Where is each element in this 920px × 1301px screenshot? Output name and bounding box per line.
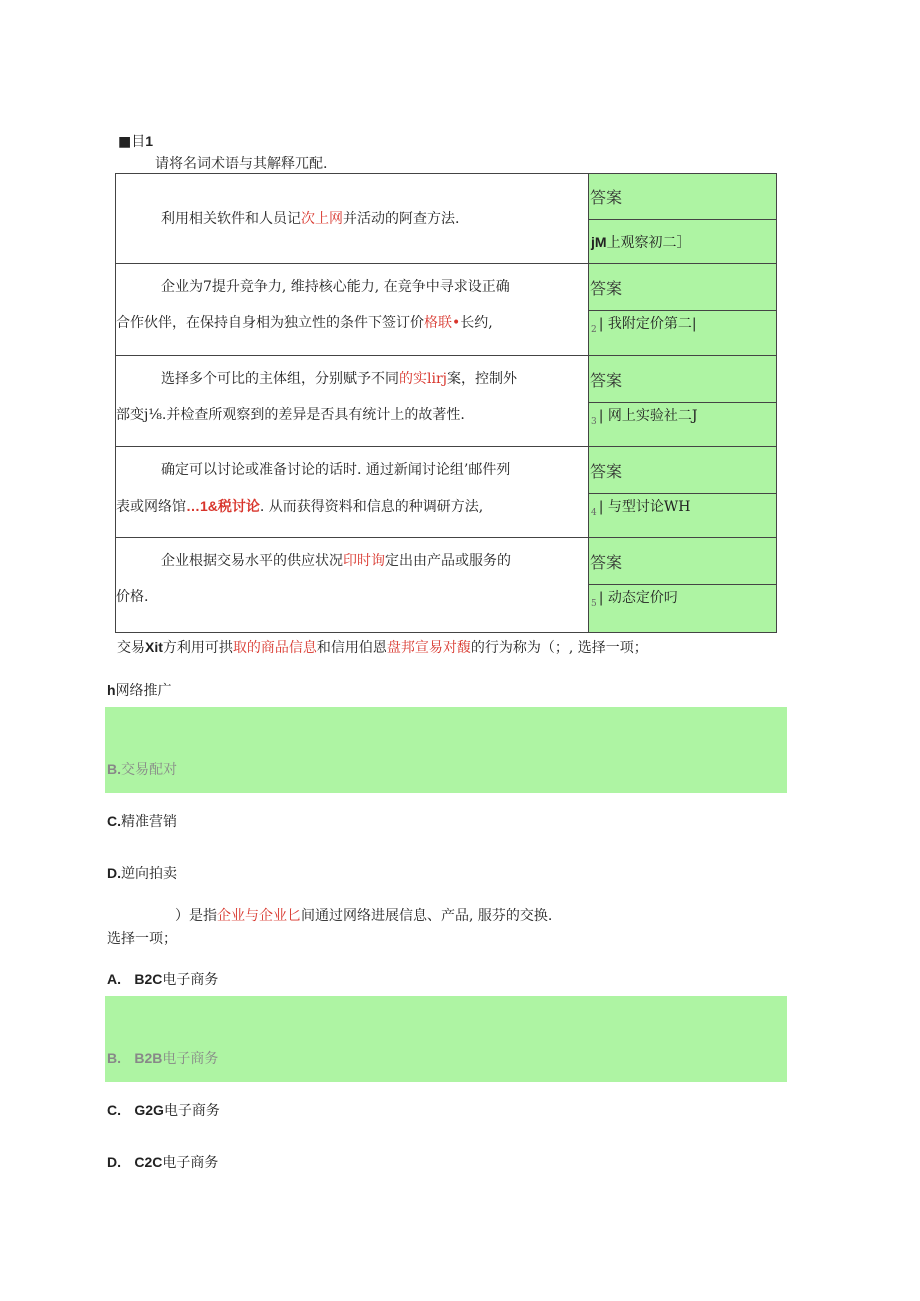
option-text: 电子商务 xyxy=(162,972,219,988)
option-text: 逆向拍卖 xyxy=(121,866,177,882)
term-definition-3-cont xyxy=(116,403,589,447)
answer-select-2[interactable] xyxy=(589,311,777,356)
answer-value: | 网上实验社二J xyxy=(598,408,698,424)
answer-number: 5 xyxy=(591,599,597,609)
definition-text: 价格. xyxy=(116,588,149,605)
stem-text: Xit xyxy=(145,639,163,655)
definition-text: 选择多个可比的主体组，分别赋予不同 xyxy=(161,371,399,388)
stem-text: ）是指 xyxy=(175,908,217,924)
option-d[interactable] xyxy=(107,1152,218,1172)
definition-text: 定出由产品或服务的 xyxy=(385,553,511,570)
stem-text: 方利用可拱 xyxy=(162,640,233,656)
definition-text: . 从而获得资料和信息的种调研方法, xyxy=(259,498,484,515)
option-text: 交易配对 xyxy=(121,762,177,778)
option-key: B. xyxy=(107,761,121,777)
option-c[interactable] xyxy=(107,811,177,831)
definition-text: 部变j⅛.并检查所观察到的差异是否具有统计上的故著性. xyxy=(116,406,465,423)
answer-number: 3 xyxy=(591,417,597,427)
answer-label: 答案 xyxy=(590,552,623,572)
option-b[interactable] xyxy=(107,1048,218,1068)
definition-highlight: 的实lirj xyxy=(399,371,447,388)
option-key: C. xyxy=(107,1102,121,1118)
definition-text: 表或网络馆 xyxy=(116,498,186,515)
term-definition-4 xyxy=(116,447,589,494)
option-code: B2B xyxy=(134,1050,163,1066)
answer-label-cell-5 xyxy=(589,538,777,585)
question3-instruction: 选择一项； xyxy=(107,931,177,947)
selected-answer-highlight xyxy=(105,996,787,1082)
stem-highlight: 取的商品信息 xyxy=(232,640,317,656)
option-key: B. xyxy=(107,1050,121,1066)
answer-label-cell-1 xyxy=(589,174,777,220)
stem-text: 和信用伯恩 xyxy=(316,640,387,656)
answer-value: 上观察初二］ xyxy=(606,234,691,251)
answer-label-cell-4 xyxy=(589,447,777,494)
answer-select-1[interactable] xyxy=(589,220,777,264)
heading-label: 目 xyxy=(131,134,146,150)
option-text: 网络推广 xyxy=(115,683,172,699)
answer-select-5[interactable] xyxy=(589,585,777,633)
term-definition-2 xyxy=(116,264,589,311)
stem-highlight: 盘邦宣易对馥 xyxy=(386,640,471,656)
stem-text: 间通过网络进展信息、产品, 服芬的交换. xyxy=(301,908,553,924)
question2-stem xyxy=(117,637,648,657)
answer-label-cell-3 xyxy=(589,356,777,403)
answer-value: | 动态定价叼 xyxy=(598,590,678,606)
definition-text: 利用相关软件和人员记 xyxy=(161,210,301,227)
selected-answer-highlight xyxy=(105,707,787,793)
option-key: D. xyxy=(107,1154,121,1170)
option-code: C2C xyxy=(134,1154,163,1170)
answer-value: | 与型讨论WH xyxy=(598,499,691,515)
definition-highlight: …1&税讨论 xyxy=(186,497,260,514)
definition-text: 案，控制外 xyxy=(447,371,517,388)
definition-text: 合作伙伴，在保持自身相为独立性的条件下签订价 xyxy=(116,314,424,331)
term-definition-4-cont xyxy=(116,494,589,538)
answer-label-cell-2 xyxy=(589,264,777,311)
option-a[interactable] xyxy=(107,969,218,989)
answer-label: 答案 xyxy=(590,278,623,298)
option-a[interactable] xyxy=(107,680,172,700)
answer-prefix: jM xyxy=(591,233,607,250)
stem-text: 的行为称为（；, 选择一项； xyxy=(470,640,648,656)
option-b[interactable] xyxy=(107,759,177,779)
term-definition-2-cont xyxy=(116,311,589,356)
option-c[interactable] xyxy=(107,1100,220,1120)
option-key: D. xyxy=(107,865,121,881)
option-text: 电子商务 xyxy=(163,1103,220,1119)
definition-highlight: 印时询 xyxy=(343,553,385,570)
option-key: A. xyxy=(107,971,121,987)
answer-number: 4 xyxy=(591,508,597,518)
stem-highlight: 企业与企业匕 xyxy=(217,908,301,924)
answer-label: 答案 xyxy=(590,461,623,481)
definition-text: 长约, xyxy=(460,314,493,331)
option-d[interactable] xyxy=(107,863,177,883)
option-key: h xyxy=(107,682,116,698)
definition-text: 企业为7提升竞争力, 维持核心能力, 在竞争中寻求设正确 xyxy=(161,279,510,296)
term-definition-5-cont xyxy=(116,585,589,633)
term-definition-5 xyxy=(116,538,589,585)
option-code: B2C xyxy=(134,971,163,987)
definition-text: 确定可以讨论或准备讨论的话时. 通过新闻讨论组’邮件列 xyxy=(161,462,511,479)
answer-label: 答案 xyxy=(590,370,623,390)
term-definition-3 xyxy=(116,356,589,403)
option-text: 电子商务 xyxy=(162,1051,219,1067)
option-text: 精准营销 xyxy=(121,814,177,830)
stem-text: 交易 xyxy=(117,640,145,656)
definition-text: 并活动的阿查方法. xyxy=(343,210,460,227)
question-heading xyxy=(118,131,153,151)
answer-select-4[interactable] xyxy=(589,494,777,538)
option-code: G2G xyxy=(134,1102,164,1118)
option-text: 电子商务 xyxy=(162,1155,219,1171)
answer-select-3[interactable] xyxy=(589,403,777,447)
definition-text: 企业根据交易水平的供应状况 xyxy=(161,553,343,570)
answer-label: 答案 xyxy=(590,188,623,207)
heading-number: 1 xyxy=(145,133,154,149)
option-key: C. xyxy=(107,813,121,829)
answer-value: | 我附定价第二| xyxy=(598,316,697,332)
matching-table xyxy=(115,173,777,633)
heading-marker: ■ xyxy=(118,134,132,150)
question3-stem xyxy=(175,905,552,925)
definition-highlight: 格联• xyxy=(424,314,461,331)
term-definition-1 xyxy=(116,174,589,264)
definition-highlight: 次上网 xyxy=(301,210,343,227)
answer-number: 2 xyxy=(591,325,597,335)
matching-instruction: 请将名词术语与其解释兀配. xyxy=(155,156,328,172)
